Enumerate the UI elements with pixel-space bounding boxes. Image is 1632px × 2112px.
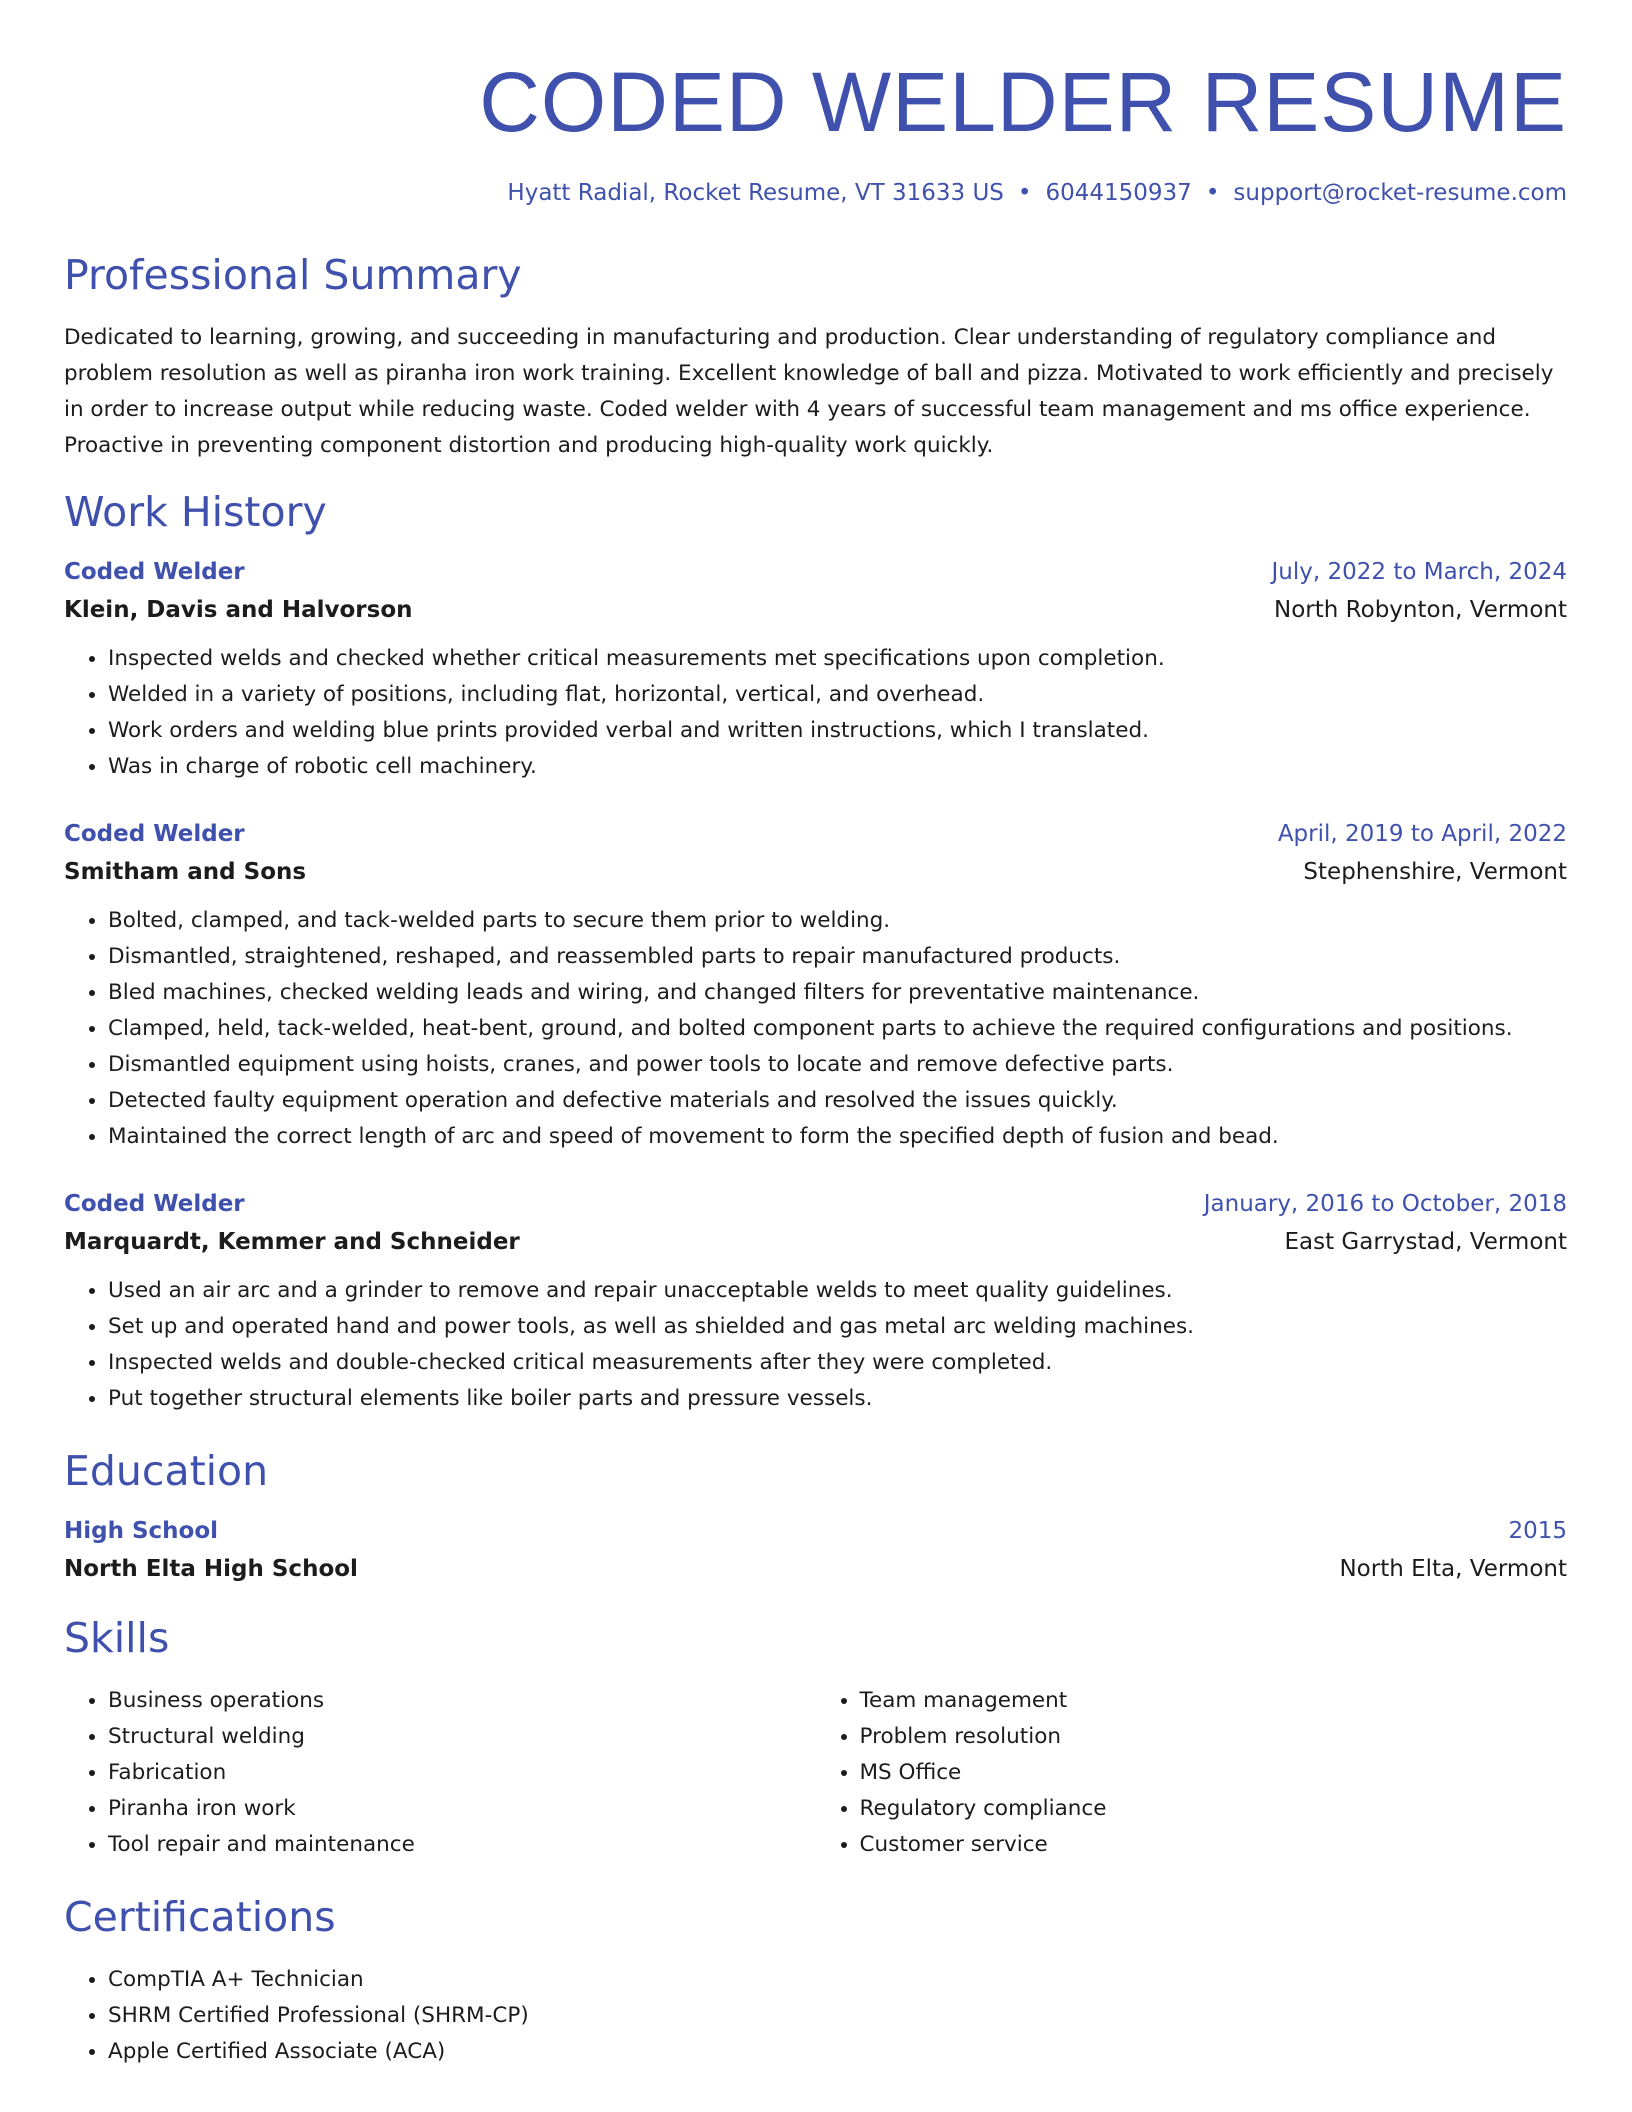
education-entry <box>64 1516 1567 1584</box>
job-entry <box>64 557 1567 785</box>
list-item: • Bled machines, checked welding leads and wiring, and changed filters for preventative maintenance. <box>108 975 1567 1011</box>
contact-separator: • <box>1017 180 1032 206</box>
education-school: North Elta High School <box>64 1556 358 1582</box>
list-item: • Apple Certified Associate (ACA) <box>108 2034 1567 2070</box>
list-item: • CompTIA A+ Technician <box>108 1962 1567 1998</box>
resume-page <box>64 0 1567 2070</box>
list-item: • Was in charge of robotic cell machinery. <box>108 749 1567 785</box>
job-dates: July, 2022 to March, 2024 <box>1271 559 1567 585</box>
education-year: 2015 <box>1508 1518 1567 1544</box>
phone: 6044150937 <box>1045 180 1192 206</box>
list-item: • Fabrication <box>108 1755 816 1791</box>
job-role: Coded Welder <box>64 559 245 585</box>
job-company: Marquardt, Kemmer and Schneider <box>64 1229 520 1255</box>
job-company: Klein, Davis and Halvorson <box>64 597 413 623</box>
list-item: • Piranha iron work <box>108 1791 816 1827</box>
list-item: • Structural welding <box>108 1719 816 1755</box>
skills-columns <box>64 1683 1567 1863</box>
summary-text: Dedicated to learning, growing, and succeeding in manufacturing and production. Clear understanding of regulatory compliance and problem resolution as well as piranha iron work training. Excellent knowledge of ball and pizza. Motivated to work efficiently and precisely in order to increase output while reducing waste. Coded welder with 4 years of successful team management and ms office experience. Proactive in preventing component distortion and producing high-quality work quickly. <box>64 325 1554 458</box>
job-bullets <box>64 1273 1567 1417</box>
job-company: Smitham and Sons <box>64 859 307 885</box>
section-title-skills: Skills <box>64 1614 170 1662</box>
section-title-work-history: Work History <box>64 488 327 536</box>
list-item: • Business operations <box>108 1683 816 1719</box>
resume-title: CODED WELDER RESUME <box>479 55 1567 149</box>
list-item: • SHRM Certified Professional (SHRM-CP) <box>108 1998 1567 2034</box>
list-item: • Problem resolution <box>860 1719 1568 1755</box>
list-item: • Tool repair and maintenance <box>108 1827 816 1863</box>
list-item: • Clamped, held, tack-welded, heat-bent, ground, and bolted component parts to achieve the required configurations and positions. <box>108 1011 1567 1047</box>
job-location: North Robynton, Vermont <box>1274 597 1567 623</box>
list-item: • Used an air arc and a grinder to remove and repair unacceptable welds to meet quality guidelines. <box>108 1273 1567 1309</box>
list-item: • Welded in a variety of positions, including flat, horizontal, vertical, and overhead. <box>108 677 1567 713</box>
job-dates: January, 2016 to October, 2018 <box>1203 1191 1567 1217</box>
email-link[interactable]: support@rocket-resume.com <box>1233 180 1567 206</box>
list-item: • Maintained the correct length of arc and speed of movement to form the specified depth of fusion and bead. <box>108 1119 1567 1155</box>
list-item: • Customer service <box>860 1827 1568 1863</box>
section-title-summary: Professional Summary <box>64 251 522 299</box>
skills-list-right <box>816 1683 1568 1863</box>
list-item: • MS Office <box>860 1755 1568 1791</box>
job-role: Coded Welder <box>64 821 245 847</box>
list-item: • Team management <box>860 1683 1568 1719</box>
job-entry <box>64 819 1567 1155</box>
job-entry <box>64 1189 1567 1417</box>
skills-list-left <box>64 1683 816 1863</box>
list-item: • Set up and operated hand and power tools, as well as shielded and gas metal arc welding machines. <box>108 1309 1567 1345</box>
job-dates: April, 2019 to April, 2022 <box>1277 821 1567 847</box>
job-location: East Garrystad, Vermont <box>1284 1229 1567 1255</box>
job-role: Coded Welder <box>64 1191 245 1217</box>
section-title-education: Education <box>64 1447 269 1495</box>
education-degree: High School <box>64 1518 219 1544</box>
list-item: • Inspected welds and double-checked critical measurements after they were completed. <box>108 1345 1567 1381</box>
list-item: • Inspected welds and checked whether critical measurements met specifications upon completion. <box>108 641 1567 677</box>
list-item: • Regulatory compliance <box>860 1791 1568 1827</box>
address: Hyatt Radial, Rocket Resume, VT 31633 US <box>507 180 1004 206</box>
contact-line <box>64 182 1567 205</box>
job-location: Stephenshire, Vermont <box>1303 859 1567 885</box>
job-bullets <box>64 903 1567 1155</box>
education-location: North Elta, Vermont <box>1339 1556 1567 1582</box>
job-bullets <box>64 641 1567 785</box>
list-item: • Detected faulty equipment operation and defective materials and resolved the issues quickly. <box>108 1083 1567 1119</box>
section-title-certifications: Certifications <box>64 1893 336 1941</box>
list-item: • Bolted, clamped, and tack-welded parts to secure them prior to welding. <box>108 903 1567 939</box>
certifications-list <box>64 1962 1567 2070</box>
list-item: • Dismantled, straightened, reshaped, and reassembled parts to repair manufactured products. <box>108 939 1567 975</box>
list-item: • Work orders and welding blue prints provided verbal and written instructions, which I translated. <box>108 713 1567 749</box>
contact-separator: • <box>1205 180 1220 206</box>
list-item: • Put together structural elements like boiler parts and pressure vessels. <box>108 1381 1567 1417</box>
list-item: • Dismantled equipment using hoists, cranes, and power tools to locate and remove defective parts. <box>108 1047 1567 1083</box>
